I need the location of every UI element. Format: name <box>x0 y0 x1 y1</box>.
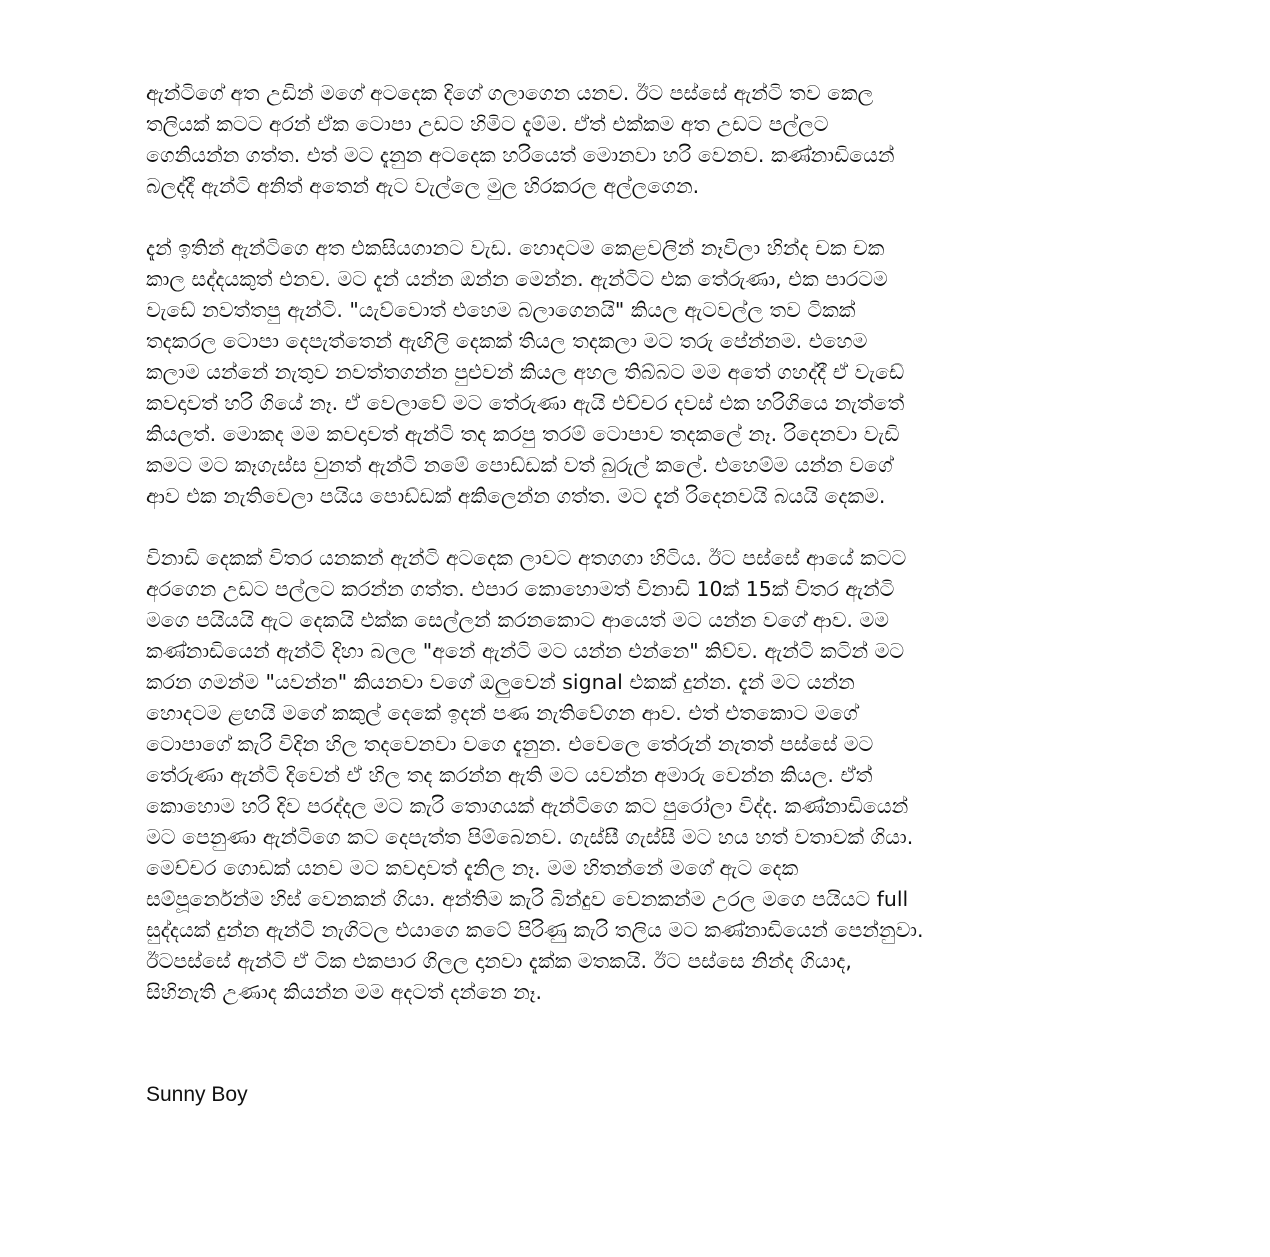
text-line: කණ්නාඩියෙන් ඇන්ටි දිහා බලල "අනේ ඇන්ටි මට යන්න එන්නෙ" කිව්ව. ඇන්ටි කටින් මට <box>146 639 905 663</box>
text-line: කරන ගමන්ම "යවන්න" කියනවා වගේ ඔලුවෙන් signal එකක් දුන්න. දැන් මට යන්න <box>146 670 855 694</box>
text-line: කමට මට කෑගැස්ස වුනත් ඇන්ටි නමේ පොඩ්ඩක් වත් බුරුල් කලේ. එහෙම්ම යන්න වගේ <box>146 453 893 477</box>
text-line: සම්පූර්නෙන්ම හිස් වෙනකන් ගියා. අන්තිම කැරි බින්දුව වෙනකන්ම උරල මගෙ පයියට full <box>146 887 909 911</box>
author-signature: Sunny Boy <box>146 1083 248 1106</box>
text-line: සුද්දයක් දුන්න ඇන්ටි නැගිටල එයාගෙ කටේ පිරිණු කැරි තලිය මට කණ්නාඩියෙන් පෙන්නුවා. <box>146 918 924 942</box>
text-line: ගෙනියන්න ගත්ත. එත් මට දැනුන අටදෙක හරියෙත් මොනවා හරි වෙනව. කණ්නාඩියෙන් <box>146 143 895 167</box>
text-line: තේරුණා ඇන්ටි දිවෙන් ඒ හිල තද කරන්න ඇති මට යවන්න අමාරු වෙන්න කියල. ඒත් <box>146 763 873 787</box>
text-line: ඇන්ටිගේ අත උඩින් මගේ අටදෙක දිගේ ගලාගෙන යනව. ඊට පස්සේ ඇන්ටි තව කෙල <box>146 81 874 105</box>
text-line: සිහිනැති උණාද කියන්න මම අදටත් දන්නෙ නෑ. <box>146 980 542 1004</box>
text-line: කාල සද්දයකුත් එනව. මට දැන් යන්න ඔන්න මෙන්න. ඇන්ටිට එක තේරුණා, එක පාරටම <box>146 267 888 291</box>
text-line: කියලත්. මොකද මම කවදාවත් ඇන්ටි තද කරපු තරම් ටොපාව තදකලේ නෑ. රිදෙනවා වැඩි <box>146 422 900 446</box>
story-paragraph <box>146 543 1126 1008</box>
text-line: ටොපාගේ කැරි විදින හිල තදවෙනවා වගෙ දැනුන. එවෙලෙ තේරුන් නැතත් පස්සේ මට <box>146 732 874 756</box>
text-line: අරගෙන උඩට පල්ලට කරන්න ගත්ත. එපාර කොහොමත් විනාඩි 10ක් 15ක් විතර ඇන්ටි <box>146 577 895 601</box>
text-line: ඊටපස්සේ ඇන්ටි ඒ ටික එකපාර ගිලල දානවා දැක්ක මතකයි. ඊට පස්සෙ නින්ද ගියාද, <box>146 949 852 973</box>
story-paragraph <box>146 78 1126 202</box>
text-line: විනාඩි දෙකක් විතර යනකන් ඇන්ටි අටදෙක ලාවට අතගගා හිටිය. ඊට පස්සේ ආයේ කටට <box>146 546 907 570</box>
story-paragraph <box>146 233 1126 512</box>
text-line: මට පෙනුණා ඇන්ටිගෙ කට දෙපැත්ත පිම්බෙනව. ගැස්සී ගැස්සී මට හය හත් වතාවක් ගියා. <box>146 825 914 849</box>
text-line: හොදටම ළඟයි මගේ කකුල් දෙකේ ඉදන් පණ නැතිවේගන ආව. එත් එතකොට මගේ <box>146 701 858 725</box>
story-body <box>146 78 1126 1039</box>
text-line: වැඩේ නවත්තපු ඇන්ටි. "යැව්වොත් එහෙම බලාගෙනයි" කියල ඇටවල්ල තව ටිකක් <box>146 298 856 322</box>
text-line: ආව එක නැතිවෙලා පයිය පොඩ්ඩක් අකිලෙන්න ගත්ත. මට දැන් රිදෙනවයි බයයි දෙකම. <box>146 484 886 508</box>
text-line: මෙච්චර ගොඩක් යනව මට කවදාවත් දැනිල නෑ. මම හිතන්නේ මගේ ඇට දෙක <box>146 856 799 880</box>
text-line: කොහොම හරි දිව පරද්දල මට කැරි තොගයක් ඇන්ටිගෙ කට පුරෝලා විද්ද. කණ්නාඩියෙන් <box>146 794 909 818</box>
text-line: කලාම යන්නේ නැතුව නවත්තගන්න පුළුවන් කියල අහල තිබ්බට මම අතේ ගහද්දී ඒ වැඩේ <box>146 360 905 384</box>
text-line: මගෙ පයියයි ඇට දෙකයි එක්ක සෙල්ලන් කරනකොට ආයෙත් මට යන්න වගේ ආව. මම <box>146 608 889 632</box>
text-line: දැන් ඉතින් ඇන්ටිගෙ අත එකසියගානට වැඩ. හොදටම කෙළවලින් නෑවිලා හින්ද චක චක <box>146 236 885 260</box>
text-line: කවදාවත් හරි ගියේ නෑ. ඒ වෙලාවේ මට තේරුණා ඇයි එච්චර දවස් එක හරිගියෙ නැත්තේ <box>146 391 905 415</box>
text-line: බලද්දී ඇන්ටි අනිත් අතෙන් ඇට වැල්ලෙ මුල හිරකරල අල්ලගෙන. <box>146 174 700 198</box>
text-line: තලියක් කටට අරන් ඒක ටොපා උඩට හිමිට දැම්ම. ඒත් එක්කම අත උඩට පල්ලට <box>146 112 829 136</box>
text-line: තදකරල ටොපා දෙපැත්තෙන් ඇඟිලි දෙකක් තියල තදකලා මට තරු පේන්නම. එහෙම <box>146 329 868 353</box>
